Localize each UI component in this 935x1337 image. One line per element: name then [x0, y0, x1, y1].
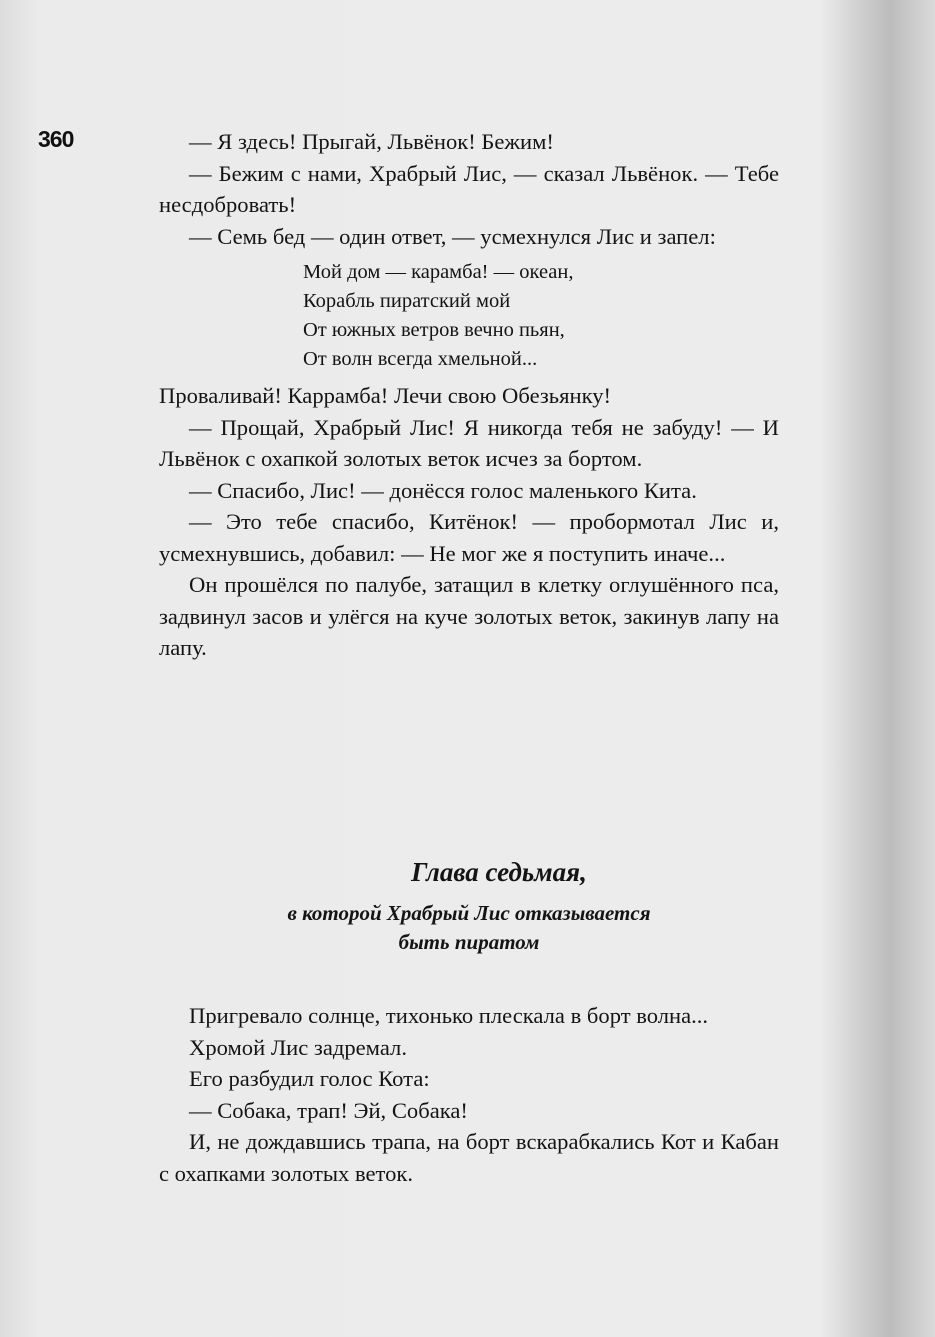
verse-line: От волн всегда хмельной... [303, 348, 538, 370]
paragraph: Проваливай! Каррамба! Лечи свою Обезьянку! [159, 383, 612, 408]
body-text-bottom [159, 1000, 779, 1189]
body-text-top [159, 126, 779, 664]
chapter-subtitle [159, 899, 779, 957]
paragraph: — Спасибо, Лис! — донёсся голос маленького Кита. [189, 477, 697, 503]
chapter-title: Глава седьмая, [411, 857, 587, 887]
song-verse [303, 258, 779, 374]
chapter-subtitle-line: быть пиратом [398, 930, 540, 954]
paragraph: — Собака, трап! Эй, Собака! [189, 1097, 468, 1123]
paragraph: Он прошёлся по палубе, затащил в клетку оглушённого пса, задвинул засов и улёгся на куче золотых веток, закинув лапу на лапу. [159, 572, 779, 660]
paragraph: — Это тебе спасибо, Китёнок! — пробормотал Лис и, усмехнувшись, добавил: — Не мог же я поступить иначе... [159, 509, 779, 566]
paragraph: Его разбудил голос Кота: [189, 1066, 430, 1091]
paragraph: И, не дождавшись трапа, на борт вскарабкались Кот и Кабан с охапками золотых веток. [159, 1129, 779, 1186]
verse-line: Корабль пиратский мой [303, 290, 511, 312]
chapter-subtitle-line: в которой Храбрый Лис отказывается [287, 901, 651, 925]
paragraph: Пригревало солнце, тихонько плескала в борт волна... [189, 1003, 709, 1028]
verse-line: Мой дом — карамба! — океан, [303, 261, 574, 283]
paragraph: Хромой Лис задремал. [189, 1034, 407, 1060]
paragraph: — Прощай, Храбрый Лис! Я никогда тебя не забуду! — И Львёнок с охапкой золотых веток исчез за бортом. [159, 414, 779, 471]
verse-line: От южных ветров вечно пьян, [303, 319, 565, 341]
page-number: 360 [38, 126, 74, 152]
paragraph: — Я здесь! Прыгай, Львёнок! Бежим! [189, 129, 554, 154]
paragraph: — Бежим с нами, Храбрый Лис, — сказал Львёнок. — Тебе несдобровать! [159, 160, 779, 217]
paragraph: — Семь бед — один ответ, — усмехнулся Лис и запел: [189, 223, 716, 249]
